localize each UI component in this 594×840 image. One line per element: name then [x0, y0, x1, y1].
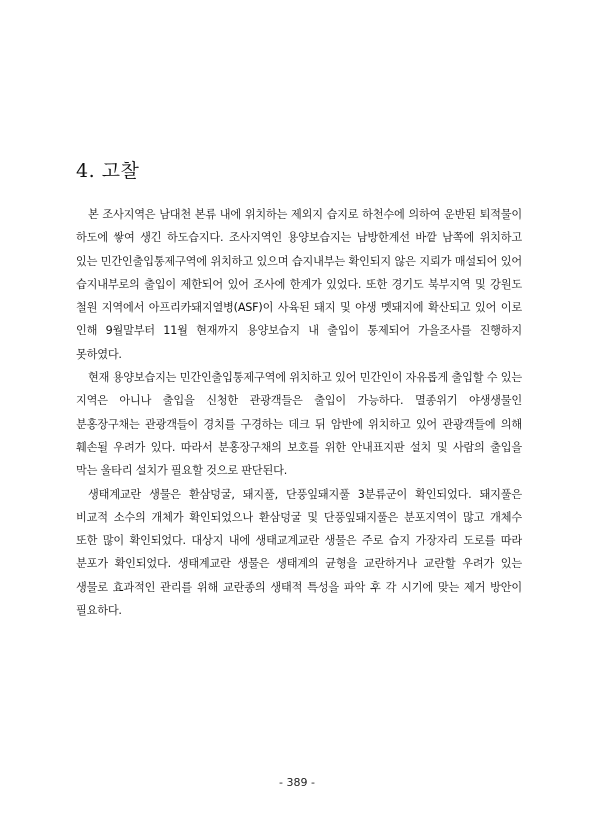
paragraph-protection-measures: 현재 용양보습지는 민간인출입통제구역에 위치하고 있어 민간인이 자유롭게 출입할 수 있는 지역은 아니나 출입을 신청한 관광객들은 출입이 가능하다. 멸종위기 야생생물인 분홍장구채는 관광객들이 경치를 구경하는 데크 뒤 암반에 위치하고 있어 관광객들에 의해 훼손될 우려가 있다. 따라서 분홍장구채의 보호를 위한 안내표지판 설치 및 사람의 출입을 막는 울타리 설치가 필요할 것으로 판단된다. [76, 371, 522, 478]
paragraph-survey-limitations: 본 조사지역은 남대천 본류 내에 위치하는 제외지 습지로 하천수에 의하여 운반된 퇴적물이 하도에 쌓여 생긴 하도습지다. 조사지역인 용양보습지는 남방한계선 바깥 남쪽에 위치하고 있는 민간인출입통제구역에 위치하고 있으며 습지내부는 확인되지 않은 지뢰가 매설되어 있어 습지내부로의 출입이 제한되어 있어 조사에 한계가 있었다. 또한 경기도 북부지역 및 강원도 철원 지역에서 아프리카돼지열병(ASF)이 사육된 돼지 및 야생 멧돼지에 확산되고 있어 이로 인해 9월말부터 11월 현재까지 용양보습지 내 출입이 통제되어 가을조사를 진행하지 못하였다. [76, 208, 522, 361]
section-title: 4. 고찰 [76, 160, 140, 182]
page-number: - 389 - [279, 776, 315, 789]
paragraph-invasive-species: 생태계교란 생물은 환삼덩굴, 돼지풀, 단풍잎돼지풀 3분류군이 확인되었다. 돼지풀은 비교적 소수의 개체가 확인되었으나 환삼덩굴 및 단풍잎돼지풀은 분포지역이 많고 개체수 또한 많이 확인되었다. 대상지 내에 생태교계교란 생물은 주로 습지 가장자리 도로를 따라 분포가 확인되었다. 생태계교란 생물은 생태계의 균형을 교란하거나 교란할 우려가 있는 생물로 효과적인 관리를 위해 교란종의 생태적 특성을 파악 후 각 시기에 맞는 제거 방안이 필요하다. [76, 487, 522, 618]
body-text [76, 203, 522, 622]
